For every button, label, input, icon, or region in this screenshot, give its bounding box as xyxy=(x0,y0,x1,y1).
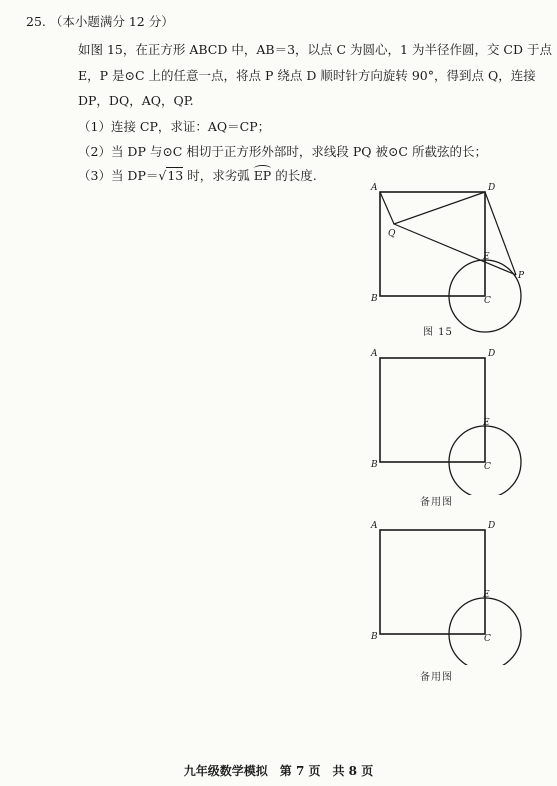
part-3-suffix: 的长度. xyxy=(271,168,317,183)
part-3-prefix: （3）当 DP＝ xyxy=(78,168,159,183)
figure-15-caption: 图 15 xyxy=(423,327,453,338)
arc-ep: EP xyxy=(253,168,272,183)
label-d: D xyxy=(488,349,496,359)
score-note: （本小题满分 12 分） xyxy=(49,14,174,29)
figure-15 xyxy=(360,178,535,338)
square-abcd xyxy=(380,530,485,634)
backup-figure-2 xyxy=(360,515,535,665)
label-a: A xyxy=(371,521,378,531)
label-c: C xyxy=(484,634,491,644)
backup-figure-1-caption: 备用图 xyxy=(420,497,453,508)
question-number: 25. xyxy=(26,14,46,29)
backup-figure-2-caption: 备用图 xyxy=(420,672,453,683)
label-a: A xyxy=(371,349,378,359)
label-c: C xyxy=(484,296,491,306)
square-abcd xyxy=(380,358,485,462)
page-footer: 九年级数学模拟 第 7 页 共 8 页 xyxy=(183,764,374,778)
label-e: E xyxy=(483,418,490,428)
line-dp xyxy=(485,192,516,275)
sqrt-radicand: 13 xyxy=(167,168,184,183)
question-text-line-2: E，P 是⊙C 上的任意一点，将点 P 绕点 D 顺时针方向旋转 90°，得到点 Q，连接 xyxy=(78,68,536,83)
label-e: E xyxy=(483,590,490,600)
label-b: B xyxy=(371,294,378,304)
label-a: A xyxy=(371,183,378,193)
label-q: Q xyxy=(388,229,396,239)
question-header xyxy=(26,12,174,30)
question-text-line-1: 如图 15，在正方形 ABCD 中，AB＝3，以点 C 为圆心，1 为半径作圆，交 CD 于点 xyxy=(78,42,552,57)
label-p: P xyxy=(518,271,525,281)
part-3 xyxy=(78,166,317,184)
question-text-line-3: DP，DQ，AQ，QP. xyxy=(78,93,194,108)
label-d: D xyxy=(488,183,496,193)
line-qp xyxy=(394,224,516,275)
label-b: B xyxy=(371,632,378,642)
label-c: C xyxy=(484,462,491,472)
part-2: （2）当 DP 与⊙C 相切于正方形外部时，求线段 PQ 被⊙C 所截弦的长； xyxy=(78,144,487,159)
square-abcd xyxy=(380,192,485,296)
backup-figure-1 xyxy=(360,345,535,495)
part-3-mid: 时，求劣弧 xyxy=(183,168,254,183)
part-1: （1）连接 CP，求证：AQ＝CP； xyxy=(78,119,271,134)
lines-aq-qd xyxy=(380,192,485,224)
label-b: B xyxy=(371,460,378,470)
label-e: E xyxy=(483,252,490,262)
sqrt-symbol: √ xyxy=(158,168,167,183)
label-d: D xyxy=(488,521,496,531)
